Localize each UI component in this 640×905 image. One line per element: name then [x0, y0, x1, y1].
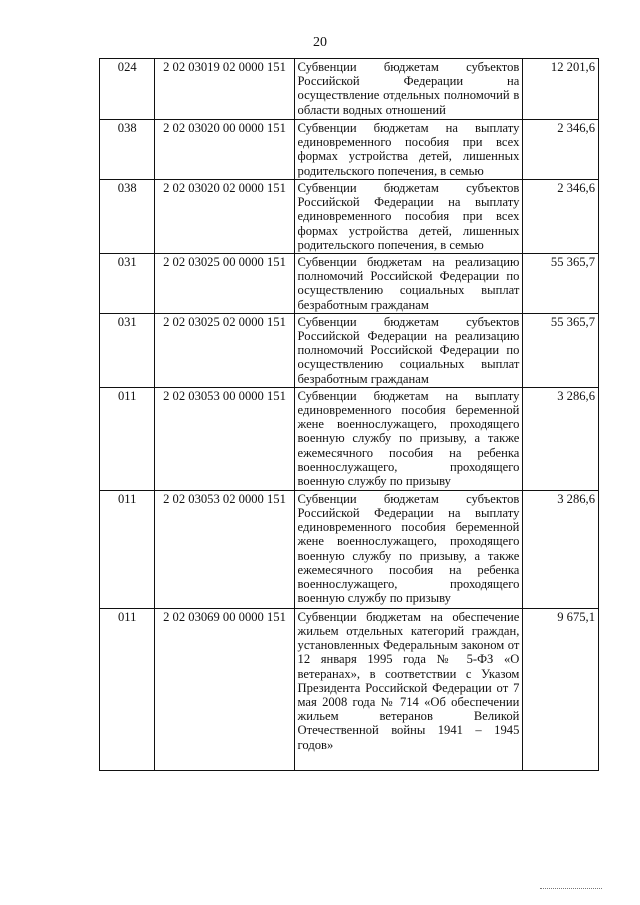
- revenue-name-cell: Субвенции бюджетам на реализацию полномочий Российской Федерации по осуществлению социальных выплат безработным гражданам: [294, 254, 523, 314]
- admin-code-cell: 011: [100, 387, 155, 490]
- revenue-name-cell: Субвенции бюджетам субъектов Российской Федерации на реализацию полномочий Российской Федерации по осуществлению социальных выплат безработным гражданам: [294, 313, 523, 387]
- amount-cell: 9 675,1: [523, 608, 599, 770]
- amount-cell: 55 365,7: [523, 313, 599, 387]
- budget-classification-code-cell: 2 02 03069 00 0000 151: [155, 608, 294, 770]
- budget-classification-code-cell: 2 02 03053 02 0000 151: [155, 490, 294, 608]
- table-row: [100, 180, 599, 254]
- revenue-name-cell: Субвенции бюджетам на выплату единовременного пособия при всех формах устройства детей, лишенных родительского попечения, в семью: [294, 120, 523, 180]
- admin-code-cell: 038: [100, 120, 155, 180]
- budget-classification-code-cell: 2 02 03019 02 0000 151: [155, 59, 294, 120]
- admin-code-cell: 024: [100, 59, 155, 120]
- amount-cell: 3 286,6: [523, 387, 599, 490]
- amount-cell: 3 286,6: [523, 490, 599, 608]
- table-row: [100, 387, 599, 490]
- subventions-table: [99, 58, 599, 771]
- budget-classification-code-cell: 2 02 03020 00 0000 151: [155, 120, 294, 180]
- admin-code-cell: 038: [100, 180, 155, 254]
- amount-cell: 2 346,6: [523, 120, 599, 180]
- table-row: [100, 254, 599, 314]
- page-number: 20: [313, 35, 327, 50]
- table-row: [100, 490, 599, 608]
- revenue-name-cell: Субвенции бюджетам субъектов Российской Федерации на выплату единовременного пособия при всех формах устройства детей, лишенных родительского попечения, в семью: [294, 180, 523, 254]
- revenue-name-cell: Субвенции бюджетам субъектов Российской Федерации на осуществление отдельных полномочий в области водных отношений: [294, 59, 523, 120]
- budget-classification-code-cell: 2 02 03053 00 0000 151: [155, 387, 294, 490]
- admin-code-cell: 031: [100, 254, 155, 314]
- admin-code-cell: 031: [100, 313, 155, 387]
- scan-margin-mark: [540, 888, 602, 889]
- budget-classification-code-cell: 2 02 03020 02 0000 151: [155, 180, 294, 254]
- budget-classification-code-cell: 2 02 03025 00 0000 151: [155, 254, 294, 314]
- table-row: [100, 313, 599, 387]
- revenue-name-cell: Субвенции бюджетам субъектов Российской Федерации на выплату единовременного пособия беременной жене военнослужащего, проходящего военную службу по призыву, а также ежемесячного пособия на ребенка военнослужащего, проходящего военную службу по призыву: [294, 490, 523, 608]
- admin-code-cell: 011: [100, 608, 155, 770]
- admin-code-cell: 011: [100, 490, 155, 608]
- amount-cell: 12 201,6: [523, 59, 599, 120]
- budget-classification-code-cell: 2 02 03025 02 0000 151: [155, 313, 294, 387]
- table-row: [100, 59, 599, 120]
- table-row: [100, 608, 599, 770]
- table-row: [100, 120, 599, 180]
- revenue-name-cell: Субвенции бюджетам на выплату единовременного пособия беременной жене военнослужащего, проходящего военную службу по призыву, а также ежемесячного пособия на ребенка военнослужащего, проходящего военную службу по призыву: [294, 387, 523, 490]
- amount-cell: 2 346,6: [523, 180, 599, 254]
- amount-cell: 55 365,7: [523, 254, 599, 314]
- revenue-name-cell: Субвенции бюджетам на обеспечение жильем отдельных категорий граждан, установленных Федеральным законом от 12 января 1995 года № 5-ФЗ «О ветеранах», в соответствии с Указом Президента Российской Федерации от 7 мая 2008 года № 714 «Об обеспечении жильем ветеранов Великой Отечественной войны 1941 – 1945 годов»: [294, 608, 523, 770]
